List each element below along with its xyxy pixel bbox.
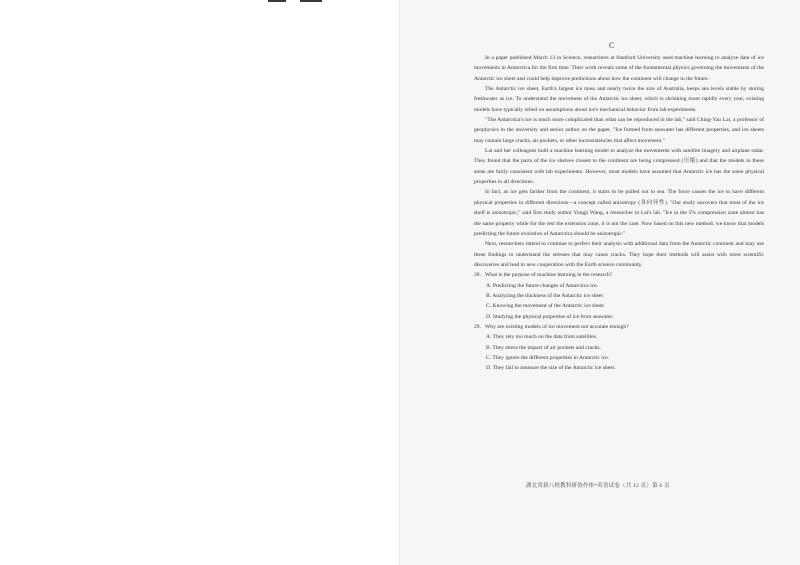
answer-option: D. They fail to measure the size of the Antarctic ice sheet. [486, 365, 616, 372]
answer-option: A. They rely too much on the data from satellites. [486, 334, 598, 341]
paragraph: In a paper published March 13 in Science, researchers at Stanford University used machine learning to analyze data of ice movements in Antarctica for the first time. Their work reveals some of the fundamental physics governing the movements of the Antarctic ice sheet and could help improve predictions about how the continent will change in the future. [474, 55, 764, 82]
answer-option: C. They ignore the different properties in Antarctic ice. [486, 354, 610, 361]
answer-option: B. Analyzing the thickness of the Antarctic ice sheet [486, 292, 603, 299]
question-text: What is the purpose of machine learning in the research? [485, 272, 613, 279]
answer-option: B. They stress the impact of air pockets and cracks. [486, 344, 601, 351]
paragraph: Next, researchers intend to continue to perfect their analysis with additional data from the Antarctic continent and may use these findings to understand the stresses that may cause cracks. They hope their methods will assist with more scientific discoveries and lead to new cooperation with the Earth science community. [474, 241, 764, 268]
answer-option: A. Predicting the future changes of Antarctica ice. [486, 282, 598, 289]
question-stem [474, 270, 764, 280]
reading-passage [474, 53, 764, 374]
question-29 [474, 322, 764, 374]
paragraph: "The Antarctica's ice is much more complicated than what can be reproduced in the lab," said Ching-Yao Lai, a professor of geophysics in the university and senior author on the paper. "Ice formed from seawater has different properties, and ice sheets may contain large cracks, air pockets, or other inconsistencies that affect movement." [474, 117, 764, 144]
section-heading: C [609, 41, 615, 50]
page-footer: 湖北省新八校教科研协作体*英语试卷（共 12 页）第 6 页 [526, 483, 670, 489]
paragraph: Lai and her colleagues built a machine learning model to analyze the movements with satellite imagery and airplane radar. They found that the parts of the ice shelves closest to the continent are being compressed (压缩) and that the models in these areas are fairly consistent with lab experiments. However, most models have assumed that Antarctic ice has the same physical properties in all directions. [474, 148, 764, 186]
answer-option: D. Studying the physical properties of ice from seawater. [486, 313, 614, 320]
answer-option: C. Knowing the movement of the Antarctic ice sheet. [486, 303, 605, 310]
scan-mark [300, 0, 322, 2]
question-text: Why are existing models of ice movement not accurate enough? [485, 323, 629, 330]
paragraph: The Antarctic ice sheet, Earth's largest ice mass and nearly twice the size of Australia, keeps sea levels stable by storing freshwater as ice. To understand the movement of the Antarctic ice sheet, which is shrinking more rapidly every year, existing models have typically relied on assumptions about ice's mechanical behavior from lab experiments. [474, 86, 764, 113]
question-number: 28. [474, 272, 481, 279]
scan-mark [268, 0, 286, 2]
paragraph: In fact, as ice gets farther from the continent, it starts to be pulled out to sea. The force causes the ice to have different physical properties in different directions—a concept called anisotropy (各向异性). "Our study uncovers that most of the ice shelf is anisotropic," said first study author Yongji Wang, a researcher in Lai's lab. "Ice in the 5% compression zone almost has the same property while for the rest the extension zone, it is not the case. Now based on this new method, we know that models predicting the future evolution of Antarctica should be anisotropic." [474, 189, 764, 237]
question-stem [474, 322, 764, 332]
question-28 [474, 270, 764, 322]
question-number: 29. [474, 323, 481, 330]
